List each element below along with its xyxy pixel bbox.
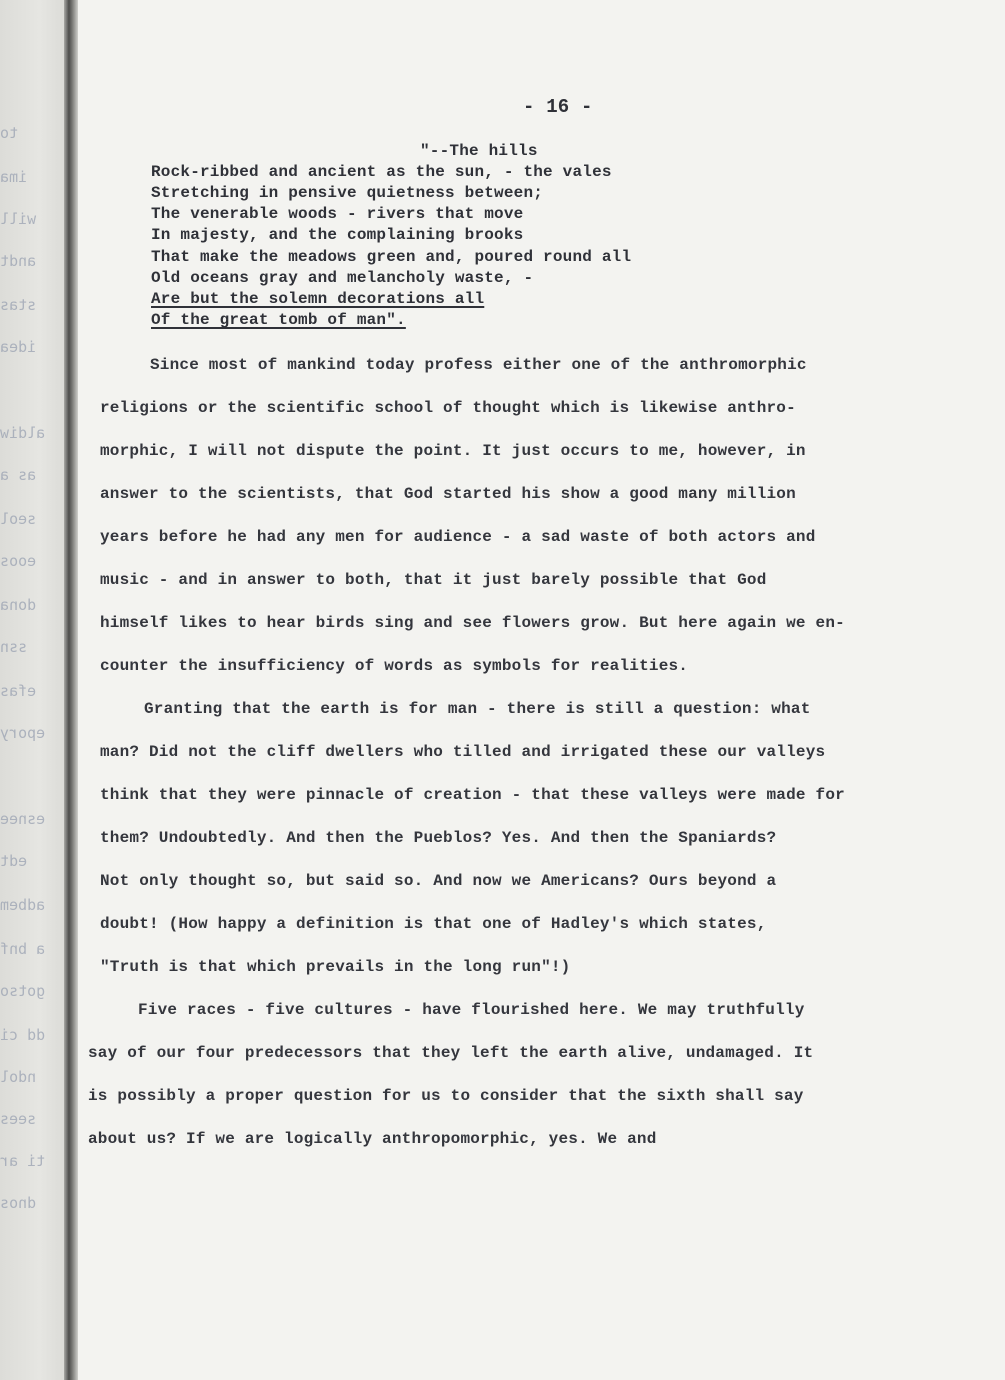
paragraph-line: Five races - five cultures - have flourished here. We may truthfully <box>138 1001 805 1019</box>
bleed-text: dona <box>0 596 37 614</box>
bleed-text: dd ci <box>0 1026 46 1044</box>
underlined-text: Are but the solemn decorations all <box>151 290 485 308</box>
poem-line: In majesty, and the complaining brooks <box>151 226 524 244</box>
paragraph-line: years before he had any men for audience - a sad waste of both actors and <box>100 528 816 546</box>
bleed-text: adbem <box>0 896 46 914</box>
bleed-text: eoos <box>0 552 37 570</box>
bleed-text: efas <box>0 682 37 700</box>
bleed-text: andt <box>0 252 37 270</box>
bleed-text: esnee <box>0 810 46 828</box>
paragraph-line: music - and in answer to both, that it just barely possible that God <box>100 571 767 589</box>
paragraph-line: answer to the scientists, that God started his show a good many million <box>100 485 796 503</box>
bleed-text: ndol <box>0 1068 37 1086</box>
previous-page-edge <box>0 0 72 1380</box>
poem-line: That make the meadows green and, poured round all <box>151 248 632 266</box>
bleed-text: as a <box>0 466 37 484</box>
paragraph-line: doubt! (How happy a definition is that one of Hadley's which states, <box>100 915 767 933</box>
poem-line: Rock-ribbed and ancient as the sun, - the vales <box>151 163 612 181</box>
paragraph-line: religions or the scientific school of thought which is likewise anthro- <box>100 399 796 417</box>
bleed-text: sees <box>0 1110 37 1128</box>
paragraph-line: Granting that the earth is for man - there is still a question: what <box>144 700 811 718</box>
bleed-text: a bnf <box>0 940 46 958</box>
paragraph-line: himself likes to hear birds sing and see flowers grow. But here again we en- <box>100 614 845 632</box>
bleed-text: seol <box>0 510 37 528</box>
paragraph-line: about us? If we are logically anthropomorphic, yes. We and <box>88 1130 657 1148</box>
paragraph-line: think that they were pinnacle of creation - that these valleys were made for <box>100 786 845 804</box>
bleed-text: to <box>0 124 19 142</box>
bleed-text: ssn <box>0 638 28 656</box>
page-number: - 16 - <box>523 96 593 118</box>
poem-line-underlined <box>151 290 484 308</box>
bleed-text: idea <box>0 338 37 356</box>
paragraph-line: is possibly a proper question for us to consider that the sixth shall say <box>88 1087 804 1105</box>
binding-gutter <box>64 0 78 1380</box>
bleed-text: will <box>0 210 37 228</box>
paragraph-line: them? Undoubtedly. And then the Pueblos? Yes. And then the Spaniards? <box>100 829 777 847</box>
bleed-text: ima <box>0 168 28 186</box>
bleed-text: stas <box>0 296 37 314</box>
poem-line-underlined <box>151 311 406 329</box>
bleed-text: ti ar <box>0 1152 46 1170</box>
poem-line: The venerable woods - rivers that move <box>151 205 524 223</box>
bleed-text: epory <box>0 724 46 742</box>
paragraph-line: Since most of mankind today profess either one of the anthromorphic <box>150 356 807 374</box>
paragraph-line: "Truth is that which prevails in the long run"!) <box>100 958 571 976</box>
paragraph-line: counter the insufficiency of words as symbols for realities. <box>100 657 689 675</box>
paragraph-line: man? Did not the cliff dwellers who tilled and irrigated these our valleys <box>100 743 826 761</box>
paragraph-line: morphic, I will not dispute the point. It just occurs to me, however, in <box>100 442 806 460</box>
paragraph-line: Not only thought so, but said so. And now we Americans? Ours beyond a <box>100 872 777 890</box>
bleed-text: aldiw <box>0 424 46 442</box>
bleed-text: dnos <box>0 1194 37 1212</box>
poem-line: "--The hills <box>420 142 538 160</box>
typewritten-page <box>78 0 1005 1380</box>
poem-line: Stretching in pensive quietness between; <box>151 184 544 202</box>
bleed-text: edt <box>0 852 28 870</box>
poem-line: Old oceans gray and melancholy waste, - <box>151 269 534 287</box>
bleed-text: gotso <box>0 982 46 1000</box>
underlined-text: Of the great tomb of man". <box>151 311 406 329</box>
paragraph-line: say of our four predecessors that they left the earth alive, undamaged. It <box>88 1044 814 1062</box>
